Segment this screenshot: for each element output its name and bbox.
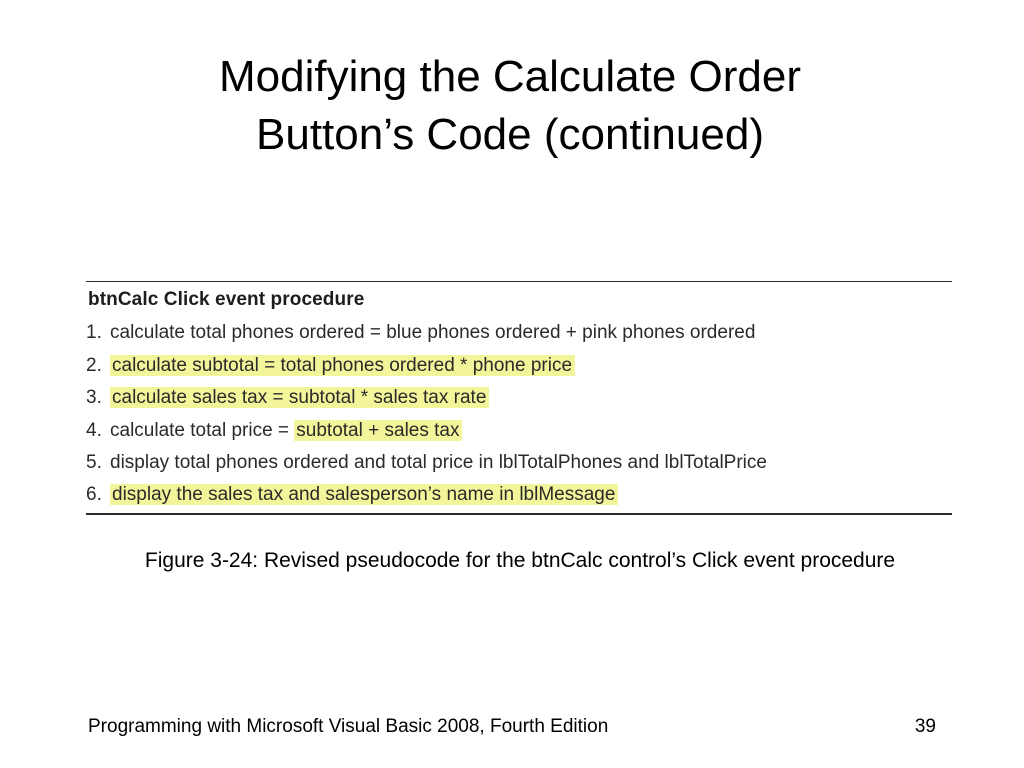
figure-caption: Figure 3-24: Revised pseudocode for the btnCalc control’s Click event procedure: [144, 549, 896, 572]
step-number: 4.: [86, 420, 102, 441]
slide-title-line-2: Button’s Code (continued): [256, 110, 764, 159]
pseudocode-step-6: [86, 480, 618, 510]
pseudocode-step-5: [86, 448, 767, 478]
figure-top-rule: [86, 281, 952, 282]
pseudocode-step-1: [86, 318, 755, 348]
step-number: 1.: [86, 322, 102, 343]
step-text: calculate total price =: [110, 420, 295, 441]
step-text-highlighted: calculate sales tax = subtotal * sales tax rate: [110, 387, 489, 408]
step-text: display total phones ordered and total price in lblTotalPhones and lblTotalPrice: [110, 452, 767, 473]
step-text-highlighted: calculate subtotal = total phones ordered * phone price: [110, 355, 575, 376]
step-number: 6.: [86, 484, 102, 505]
pseudocode-step-4: [86, 416, 462, 446]
footer-book-title: Programming with Microsoft Visual Basic 2008, Fourth Edition: [88, 716, 609, 737]
pseudocode-figure: [86, 281, 952, 516]
step-number: 3.: [86, 387, 102, 408]
figure-bottom-rule: [86, 513, 952, 515]
page-number: 39: [914, 716, 936, 737]
slide-title-line-1: Modifying the Calculate Order: [218, 52, 802, 101]
step-text-highlighted: display the sales tax and salesperson’s name in lblMessage: [110, 484, 618, 505]
step-text: calculate total phones ordered = blue phones ordered + pink phones ordered: [110, 322, 756, 343]
pseudocode-step-2: [86, 351, 575, 381]
pseudocode-step-3: [86, 383, 489, 413]
step-number: 5.: [86, 452, 102, 473]
slide-title: [130, 48, 890, 164]
step-number: 2.: [86, 355, 102, 376]
step-text-highlighted: subtotal + sales tax: [294, 420, 462, 441]
figure-heading: btnCalc Click event procedure: [88, 289, 365, 310]
